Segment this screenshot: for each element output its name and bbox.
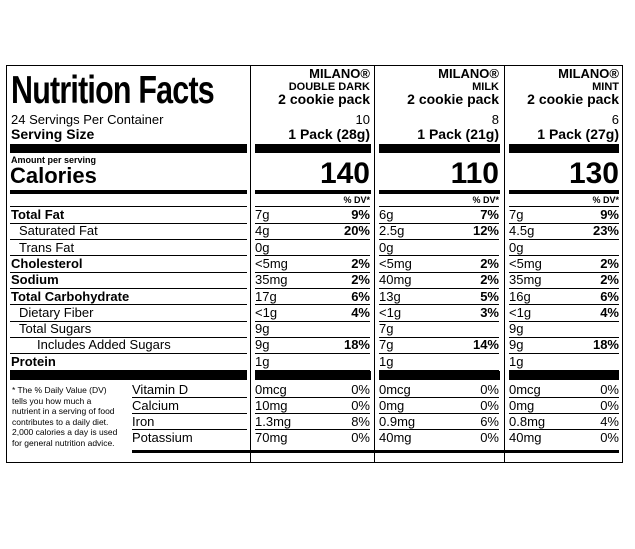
product-variety: MILK — [472, 81, 499, 93]
vitamin-dv: 0% — [351, 398, 370, 413]
vitamin-amount: 0mcg — [255, 382, 287, 397]
calories-value: 110 — [450, 157, 499, 190]
nutrient-amount: 1g — [379, 353, 394, 369]
nutrient-name: Total Carbohydrate — [11, 288, 130, 304]
vitamin-dv: 0% — [351, 382, 370, 397]
nutrient-amount: 13g — [379, 288, 401, 304]
vitamin-name: Potassium — [132, 430, 193, 445]
nutrient-dv: 6% — [600, 288, 619, 304]
column-divider — [504, 66, 505, 462]
medium-bar — [10, 190, 247, 194]
nutrient-dv: 14% — [472, 337, 499, 353]
medium-bar — [255, 190, 371, 194]
vitamin-dv: 0% — [600, 430, 619, 445]
thick-bar — [255, 144, 371, 153]
servings-per-container: 24 Servings Per Container — [11, 112, 164, 127]
vitamin-dv: 0% — [480, 382, 499, 397]
nutrient-amount: 7g — [255, 207, 270, 222]
nutrient-amount: 1g — [509, 353, 524, 369]
dv-header: % DV* — [343, 195, 370, 205]
nutrient-name: Saturated Fat — [19, 223, 98, 239]
thick-bar — [509, 371, 619, 380]
serving-size-value: 1 Pack (21g) — [417, 126, 499, 142]
nutrient-name: Trans Fat — [19, 239, 75, 255]
nutrient-name: Total Fat — [11, 207, 65, 222]
nutrient-dv: 3% — [480, 304, 499, 320]
nutrient-amount: <1g — [379, 304, 402, 320]
vitamin-dv: 8% — [351, 414, 370, 429]
nutrient-name: Includes Added Sugars — [37, 337, 171, 353]
nutrient-dv: 2% — [480, 255, 499, 271]
medium-bar — [509, 190, 619, 194]
nutrient-dv: 2% — [351, 255, 370, 271]
vitamin-amount: 40mg — [509, 430, 542, 445]
serving-size-value: 1 Pack (28g) — [288, 126, 370, 142]
vitamin-name: Calcium — [132, 398, 179, 413]
column-divider — [374, 66, 375, 462]
nutrient-amount: 4g — [255, 223, 270, 239]
vitamin-dv: 0% — [480, 398, 499, 413]
serving-size-label: Serving Size — [11, 126, 95, 142]
product-brand: MILANO® — [558, 66, 619, 81]
product-variety: DOUBLE DARK — [288, 81, 370, 93]
nutrient-amount: <5mg — [509, 255, 542, 271]
product-variety: MINT — [592, 81, 619, 93]
servings-count: 10 — [355, 112, 370, 127]
thick-bar — [10, 371, 247, 380]
nutrition-facts-label — [6, 65, 623, 463]
nutrient-amount: 1g — [255, 353, 270, 369]
row-rule — [379, 321, 499, 322]
vitamin-dv: 0% — [351, 430, 370, 445]
nutrient-dv: 9% — [600, 207, 619, 222]
nutrient-amount: 6g — [379, 207, 394, 222]
nutrient-amount: 35mg — [255, 272, 288, 288]
nutrient-dv: 23% — [592, 223, 619, 239]
row-rule — [379, 239, 499, 240]
vitamin-amount: 1.3mg — [255, 414, 292, 429]
nutrient-amount: 17g — [255, 288, 277, 304]
vitamin-dv: 6% — [480, 414, 499, 429]
thick-bar — [509, 144, 619, 153]
nutrient-dv: 18% — [343, 337, 370, 353]
product-brand: MILANO® — [438, 66, 499, 81]
nutrient-dv: 20% — [343, 223, 370, 239]
nutrient-amount: 9g — [255, 321, 270, 337]
footnote: * The % Daily Value (DV) tells you how much a nutrient in a serving of food contributes to a daily diet. 2,000 calories a day is used for general nutrition advice. — [12, 385, 118, 448]
nutrient-amount: 16g — [509, 288, 531, 304]
nutrient-amount: 7g — [379, 321, 394, 337]
thick-bar — [379, 371, 500, 380]
product-pack: 2 cookie pack — [278, 91, 370, 107]
nutrient-name: Cholesterol — [11, 255, 83, 271]
dv-header: % DV* — [472, 195, 499, 205]
vitamin-dv: 0% — [480, 430, 499, 445]
vitamin-amount: 0mg — [379, 398, 405, 413]
nutrient-amount: 0g — [379, 239, 394, 255]
servings-count: 6 — [611, 112, 619, 127]
nutrient-dv: 7% — [480, 207, 499, 222]
nutrient-amount: 4.5g — [509, 223, 535, 239]
product-brand: MILANO® — [309, 66, 370, 81]
medium-bar — [379, 190, 500, 194]
nutrient-amount: 9g — [509, 337, 524, 353]
nutrient-name: Sodium — [11, 272, 59, 288]
vitamin-dv: 0% — [600, 382, 619, 397]
nutrient-name: Dietary Fiber — [19, 304, 94, 320]
nutrient-amount: 7g — [509, 207, 524, 222]
nutrient-dv: 5% — [480, 288, 499, 304]
nutrient-dv: 2% — [480, 272, 499, 288]
calories-value: 130 — [568, 157, 619, 190]
nutrient-amount: <1g — [509, 304, 532, 320]
nutrient-amount: 2.5g — [379, 223, 405, 239]
nutrient-dv: 2% — [351, 272, 370, 288]
vitamin-amount: 0mg — [509, 398, 535, 413]
nutrient-amount: 9g — [255, 337, 270, 353]
vitamin-dv: 0% — [600, 398, 619, 413]
vitamin-amount: 0.8mg — [509, 414, 546, 429]
nutrient-amount: <1g — [255, 304, 278, 320]
nutrient-amount: 7g — [379, 337, 394, 353]
label-title: Nutrition Facts — [11, 69, 214, 112]
nutrient-name: Protein — [11, 353, 56, 369]
row-rule — [255, 353, 370, 354]
row-rule — [509, 239, 619, 240]
nutrient-dv: 12% — [472, 223, 499, 239]
nutrient-amount: 0g — [509, 239, 524, 255]
nutrient-dv: 2% — [600, 255, 619, 271]
nutrient-amount: 9g — [509, 321, 524, 337]
nutrient-dv: 4% — [351, 304, 370, 320]
thick-bar — [255, 371, 371, 380]
vitamin-dv: 4% — [600, 414, 619, 429]
row-rule — [509, 353, 619, 354]
nutrient-amount: <5mg — [379, 255, 412, 271]
dv-header: % DV* — [592, 195, 619, 205]
vitamin-amount: 10mg — [255, 398, 288, 413]
nutrient-dv: 4% — [600, 304, 619, 320]
thick-bar — [10, 144, 247, 153]
nutrient-dv: 18% — [592, 337, 619, 353]
calories-label: Calories — [10, 163, 97, 188]
calories-value: 140 — [319, 157, 370, 190]
nutrient-name: Total Sugars — [19, 321, 92, 337]
product-pack: 2 cookie pack — [407, 91, 499, 107]
nutrient-amount: 40mg — [379, 272, 412, 288]
thick-bar — [379, 144, 500, 153]
nutrient-amount: 35mg — [509, 272, 542, 288]
row-rule — [509, 321, 619, 322]
column-divider — [250, 66, 251, 462]
bottom-bar — [132, 450, 619, 453]
servings-count: 8 — [491, 112, 499, 127]
nutrient-dv: 2% — [600, 272, 619, 288]
nutrient-dv: 9% — [351, 207, 370, 222]
amount-per-serving: Amount per serving — [11, 155, 97, 165]
nutrient-dv: 6% — [351, 288, 370, 304]
row-rule — [255, 321, 370, 322]
product-pack: 2 cookie pack — [527, 91, 619, 107]
vitamin-name: Iron — [132, 414, 155, 429]
nutrient-amount: 0g — [255, 239, 270, 255]
nutrient-amount: <5mg — [255, 255, 288, 271]
row-rule — [379, 353, 499, 354]
row-rule — [255, 239, 370, 240]
vitamin-amount: 0.9mg — [379, 414, 416, 429]
vitamin-amount: 0mcg — [379, 382, 411, 397]
serving-size-value: 1 Pack (27g) — [537, 126, 619, 142]
vitamin-amount: 0mcg — [509, 382, 541, 397]
vitamin-amount: 70mg — [255, 430, 288, 445]
vitamin-amount: 40mg — [379, 430, 412, 445]
vitamin-name: Vitamin D — [132, 382, 189, 397]
